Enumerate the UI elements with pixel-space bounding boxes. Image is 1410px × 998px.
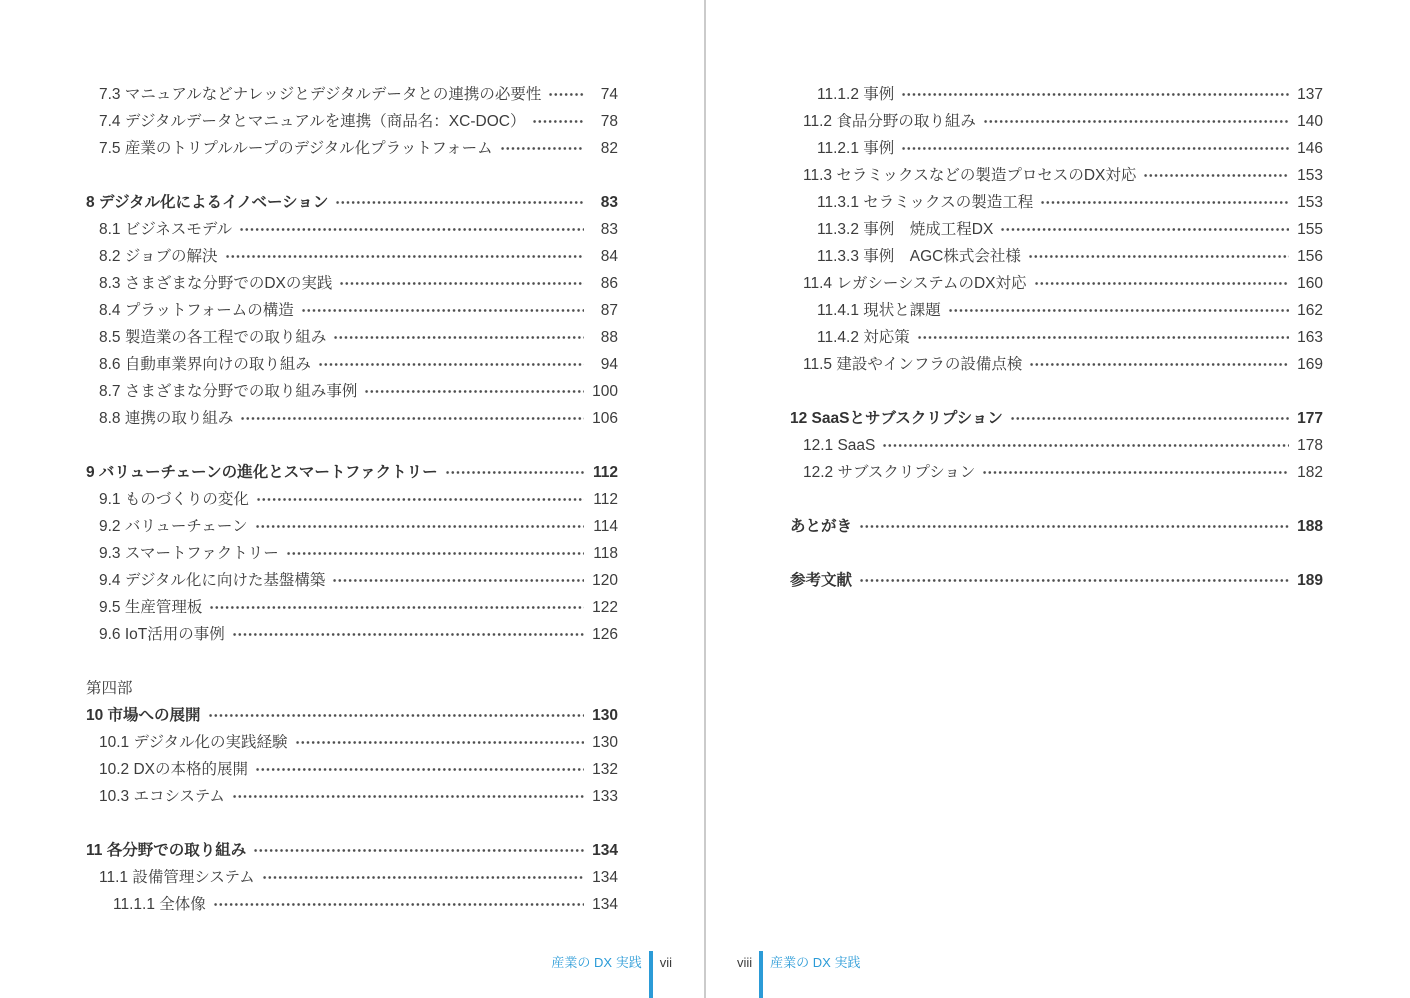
toc-entry-page-number: 86 <box>600 275 618 292</box>
toc-group <box>86 459 618 648</box>
toc-entry-page-number: 83 <box>600 221 618 238</box>
toc-entry-title: 11.3 セラミックスなどの製造プロセスのDX対応 <box>803 167 1137 184</box>
dot-leader <box>901 135 1289 162</box>
toc-group <box>86 675 618 810</box>
toc-entry-page-number: 106 <box>592 410 618 427</box>
toc-entry <box>790 135 1323 162</box>
toc-entry <box>86 783 618 810</box>
toc-entry <box>86 621 618 648</box>
dot-leader <box>208 702 584 729</box>
toc-entry-page-number: 82 <box>600 140 618 157</box>
toc-entry <box>790 405 1323 432</box>
dot-leader <box>232 621 584 648</box>
toc-entry-page-number: 178 <box>1297 437 1323 454</box>
dot-leader <box>1029 351 1289 378</box>
dot-leader <box>548 81 584 108</box>
dot-leader <box>301 297 584 324</box>
footer-accent-bar <box>759 951 763 998</box>
toc-entry-title: 12.1 SaaS <box>803 437 876 454</box>
dot-leader <box>1034 270 1290 297</box>
toc-group <box>790 513 1323 540</box>
toc-entry <box>86 594 618 621</box>
toc-entry-page-number: 169 <box>1297 356 1323 373</box>
toc-entry-page-number: 120 <box>592 572 618 589</box>
toc-entry <box>86 135 618 162</box>
toc-entry-title: 11.2.1 事例 <box>817 140 895 157</box>
toc-entry-page-number: 134 <box>592 869 618 886</box>
toc-entry <box>86 891 618 918</box>
dot-leader <box>255 756 584 783</box>
toc-entry <box>790 459 1323 486</box>
toc-entry <box>86 459 618 486</box>
dot-leader <box>335 189 584 216</box>
toc-entry-title: 11.4.1 現状と課題 <box>817 302 941 319</box>
toc-entry <box>790 189 1323 216</box>
toc-entry-title: 8.6 自動車業界向けの取り組み <box>99 356 311 373</box>
toc-entry-title: 9.6 IoT活用の事例 <box>99 626 225 643</box>
dot-leader <box>239 216 584 243</box>
toc-entry-page-number: 163 <box>1297 329 1323 346</box>
page-number: viii <box>737 955 753 970</box>
dot-leader <box>225 243 584 270</box>
toc-entry-page-number: 88 <box>600 329 618 346</box>
toc-entry <box>86 108 618 135</box>
toc-entry <box>790 567 1323 594</box>
toc-entry-title: 11.5 建設やインフラの設備点検 <box>803 356 1023 373</box>
toc-entry <box>790 81 1323 108</box>
toc-group <box>790 567 1323 594</box>
toc-entry-title: 11.3.1 セラミックスの製造工程 <box>817 194 1034 211</box>
toc-entry-title: 9.3 スマートファクトリー <box>99 545 279 562</box>
toc-page-right <box>790 81 1323 594</box>
toc-entry <box>790 351 1323 378</box>
toc-entry-page-number: 137 <box>1297 86 1323 103</box>
dot-leader <box>983 108 1289 135</box>
toc-entry-title: あとがき <box>790 518 853 535</box>
toc-entry-page-number: 83 <box>600 194 618 211</box>
dot-leader <box>1143 162 1289 189</box>
page-divider <box>704 0 706 998</box>
toc-entry <box>790 162 1323 189</box>
toc-entry-title: 11.2 食品分野の取り組み <box>803 113 976 130</box>
toc-entry <box>86 540 618 567</box>
toc-entry-title: 参考文献 <box>790 572 853 589</box>
toc-entry-page-number: 132 <box>592 761 618 778</box>
toc-entry-page-number: 87 <box>600 302 618 319</box>
toc-entry <box>86 702 618 729</box>
toc-entry <box>86 243 618 270</box>
toc-entry-page-number: 114 <box>593 518 618 535</box>
toc-entry-page-number: 100 <box>592 383 618 400</box>
dot-leader <box>256 486 584 513</box>
toc-entry-title: 12.2 サブスクリプション <box>803 464 976 481</box>
toc-entry-title: 11.4 レガシーシステムのDX対応 <box>803 275 1027 292</box>
dot-leader <box>445 459 584 486</box>
toc-entry-title: 11.3.2 事例 焼成工程DX <box>817 221 994 238</box>
dot-leader <box>1010 405 1289 432</box>
toc-entry-title: 第四部 <box>86 680 133 697</box>
dot-leader <box>859 567 1289 594</box>
toc-entry <box>86 567 618 594</box>
dot-leader <box>1000 216 1289 243</box>
toc-entry-title: 11 各分野での取り組み <box>86 842 247 859</box>
toc-entry <box>86 513 618 540</box>
toc-entry-title: 8.8 連携の取り組み <box>99 410 234 427</box>
dot-leader <box>332 567 584 594</box>
dot-leader <box>253 837 584 864</box>
dot-leader <box>948 297 1289 324</box>
toc-entry <box>86 486 618 513</box>
toc-entry-page-number: 118 <box>593 545 618 562</box>
toc-group <box>86 81 618 162</box>
dot-leader <box>240 405 584 432</box>
toc-entry-title: 9 バリューチェーンの進化とスマートファクトリー <box>86 464 438 481</box>
toc-entry-page-number: 112 <box>592 464 618 481</box>
toc-entry-title: 7.4 デジタルデータとマニュアルを連携（商品名：XC-DOC） <box>99 113 526 130</box>
toc-entry-page-number: 78 <box>600 113 618 130</box>
toc-entry <box>86 729 618 756</box>
book-title: 産業の DX 実践 <box>551 955 642 970</box>
toc-entry-page-number: 182 <box>1297 464 1323 481</box>
toc-page-left <box>86 81 618 918</box>
toc-entry <box>790 108 1323 135</box>
toc-entry-title: 11.1 設備管理システム <box>99 869 255 886</box>
dot-leader <box>262 864 584 891</box>
toc-entry <box>790 243 1323 270</box>
toc-entry-title: 9.1 ものづくりの変化 <box>99 491 249 508</box>
page-number: vii <box>659 955 672 970</box>
toc-entry-page-number: 74 <box>600 86 618 103</box>
toc-entry <box>86 216 618 243</box>
toc-entry-title: 11.1.1 全体像 <box>113 896 206 913</box>
toc-entry <box>86 351 618 378</box>
toc-entry <box>86 324 618 351</box>
toc-entry-page-number: 155 <box>1297 221 1323 238</box>
toc-entry-page-number: 153 <box>1297 167 1323 184</box>
toc-group <box>86 837 618 918</box>
toc-entry-title: 10 市場への展開 <box>86 707 201 724</box>
toc-entry-page-number: 84 <box>600 248 618 265</box>
dot-leader <box>213 891 584 918</box>
dot-leader <box>532 108 584 135</box>
toc-entry-title: 8.4 プラットフォームの構造 <box>99 302 294 319</box>
toc-entry-title: 8 デジタル化によるイノベーション <box>86 194 329 211</box>
toc-entry-title: 8.3 さまざまな分野でのDXの実践 <box>99 275 333 292</box>
toc-entry-title: 9.5 生産管理板 <box>99 599 203 616</box>
toc-entry-page-number: 134 <box>592 896 618 913</box>
toc-entry-page-number: 160 <box>1297 275 1323 292</box>
dot-leader <box>1040 189 1289 216</box>
dot-leader <box>209 594 584 621</box>
toc-entry-title: 11.1.2 事例 <box>817 86 895 103</box>
toc-entry-title: 8.2 ジョブの解決 <box>99 248 218 265</box>
toc-entry <box>86 297 618 324</box>
toc-entry-title: 11.4.2 対応策 <box>817 329 910 346</box>
toc-group <box>86 189 618 432</box>
dot-leader <box>318 351 584 378</box>
toc-entry <box>790 270 1323 297</box>
dot-leader <box>1028 243 1289 270</box>
toc-entry-title: 8.7 さまざまな分野での取り組み事例 <box>99 383 358 400</box>
toc-entry <box>86 81 618 108</box>
dot-leader <box>859 513 1289 540</box>
toc-entry <box>86 756 618 783</box>
dot-leader <box>339 270 584 297</box>
toc-entry <box>790 324 1323 351</box>
toc-entry-title: 12 SaaSとサブスクリプション <box>790 410 1003 427</box>
toc-entry-title: 9.2 バリューチェーン <box>99 518 248 535</box>
toc-entry <box>790 432 1323 459</box>
toc-entry-page-number: 134 <box>592 842 618 859</box>
toc-entry-title: 11.3.3 事例 AGC株式会社様 <box>817 248 1021 265</box>
toc-entry-title: 9.4 デジタル化に向けた基盤構築 <box>99 572 326 589</box>
toc-entry <box>86 405 618 432</box>
footer-accent-bar <box>649 951 653 998</box>
toc-entry-title: 7.3 マニュアルなどナレッジとデジタルデータとの連携の必要性 <box>99 86 542 103</box>
dot-leader <box>286 540 584 567</box>
toc-entry-page-number: 122 <box>592 599 618 616</box>
dot-leader <box>232 783 584 810</box>
toc-entry <box>790 216 1323 243</box>
toc-entry-title: 10.2 DXの本格的展開 <box>99 761 249 778</box>
dot-leader <box>917 324 1289 351</box>
toc-entry <box>790 513 1323 540</box>
toc-entry <box>86 864 618 891</box>
toc-entry-title: 8.1 ビジネスモデル <box>99 221 233 238</box>
toc-entry <box>86 378 618 405</box>
toc-entry <box>790 297 1323 324</box>
dot-leader <box>882 432 1289 459</box>
toc-entry-page-number: 126 <box>592 626 618 643</box>
toc-entry <box>86 837 618 864</box>
toc-entry-page-number: 162 <box>1297 302 1323 319</box>
toc-entry-page-number: 94 <box>600 356 618 373</box>
toc-entry-page-number: 146 <box>1297 140 1323 157</box>
toc-entry-page-number: 153 <box>1297 194 1323 211</box>
toc-entry-title: 8.5 製造業の各工程での取り組み <box>99 329 327 346</box>
toc-entry <box>86 189 618 216</box>
footer-left <box>551 951 672 998</box>
toc-group <box>790 405 1323 486</box>
toc-entry-title: 10.1 デジタル化の実践経験 <box>99 734 288 751</box>
toc-entry-page-number: 133 <box>592 788 618 805</box>
toc-entry-title: 7.5 産業のトリプルループのデジタル化プラットフォーム <box>99 140 493 157</box>
toc-entry-page-number: 130 <box>592 707 618 724</box>
book-title: 産業の DX 実践 <box>770 955 861 970</box>
dot-leader <box>255 513 584 540</box>
footer-right <box>737 951 860 998</box>
toc-entry-page-number: 188 <box>1297 518 1323 535</box>
dot-leader <box>982 459 1289 486</box>
dot-leader <box>901 81 1289 108</box>
toc-entry-page-number: 156 <box>1297 248 1323 265</box>
dot-leader <box>364 378 584 405</box>
dot-leader <box>333 324 584 351</box>
dot-leader <box>295 729 584 756</box>
dot-leader <box>500 135 584 162</box>
toc-entry-page-number: 140 <box>1297 113 1323 130</box>
toc-entry-page-number: 177 <box>1297 410 1323 427</box>
toc-entry-title: 10.3 エコシステム <box>99 788 225 805</box>
toc-part-label <box>86 675 618 702</box>
toc-group <box>790 81 1323 378</box>
toc-entry-page-number: 189 <box>1297 572 1323 589</box>
toc-entry-page-number: 130 <box>592 734 618 751</box>
toc-entry-page-number: 112 <box>593 491 618 508</box>
toc-entry <box>86 270 618 297</box>
